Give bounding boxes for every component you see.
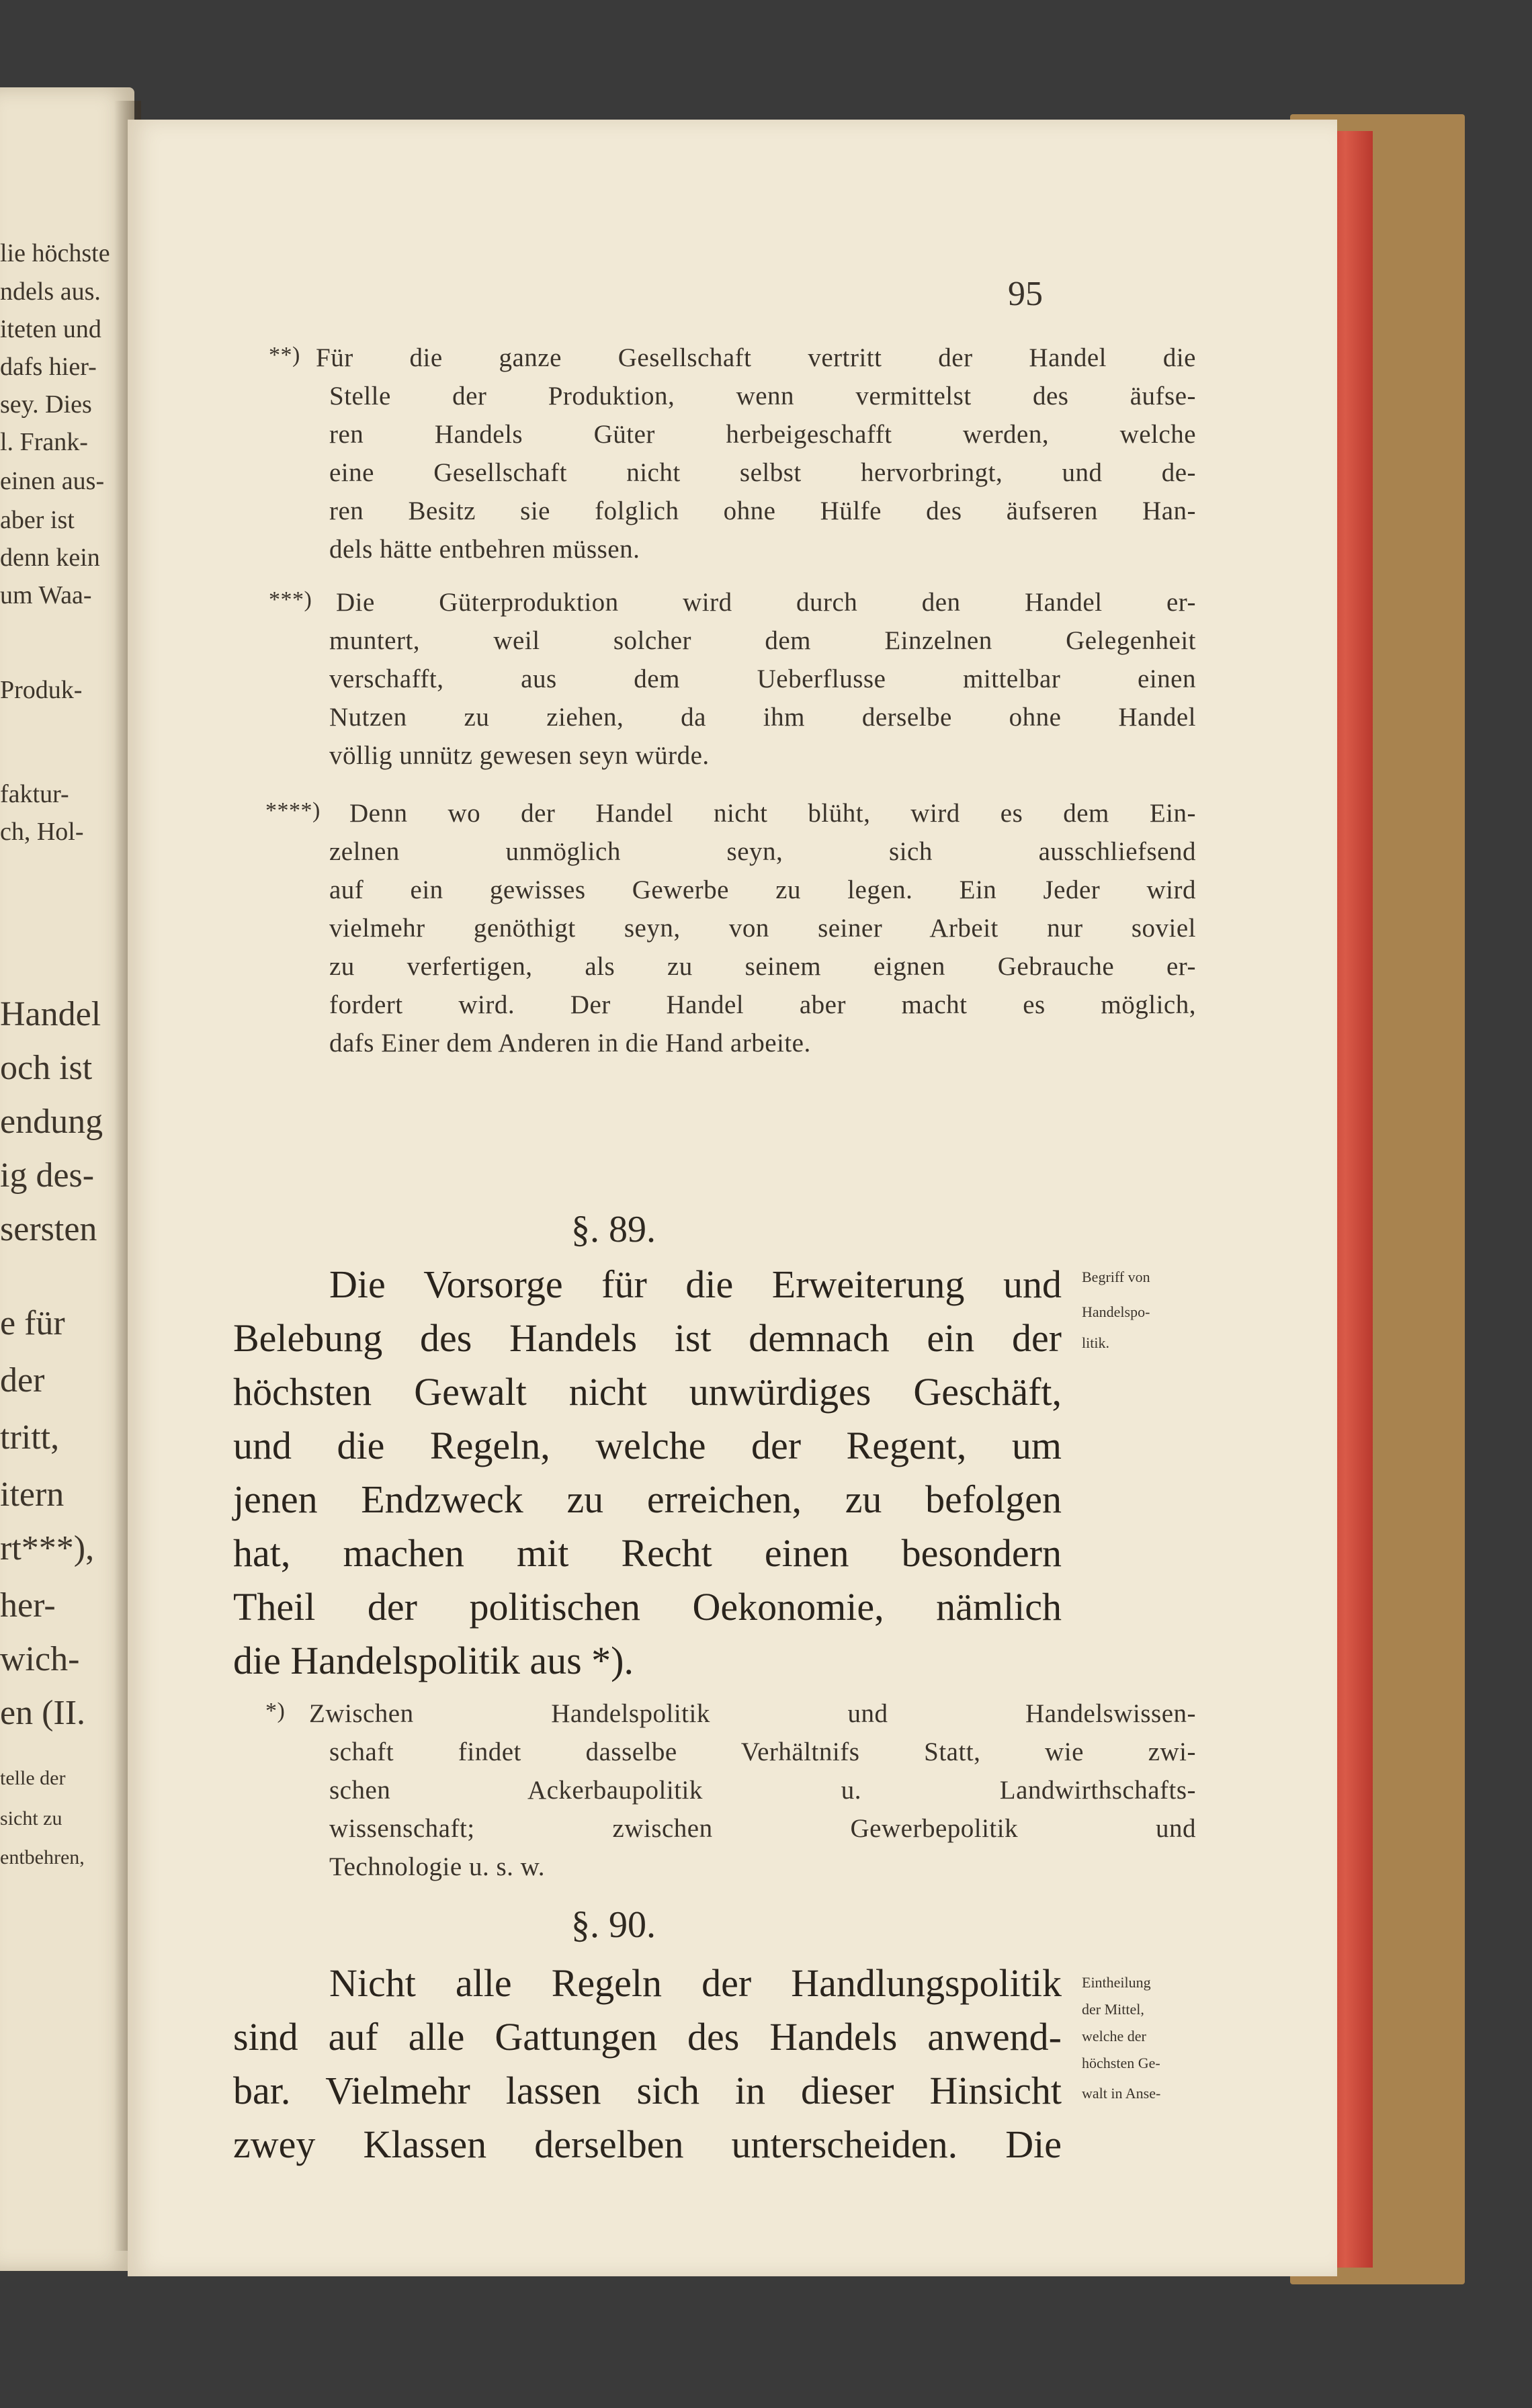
footnote-line: ren Handels Güter herbeigeschafft werden, welche: [329, 420, 1196, 449]
left-page-line: iteten und: [0, 315, 101, 343]
footnote-line: wissenschaft; zwischen Gewerbepolitik und: [329, 1814, 1196, 1843]
right-page: [128, 120, 1337, 2276]
margin-note-line: Handelspo-: [1082, 1303, 1150, 1320]
section-90-line: Nicht alle Regeln der Handlungspolitik: [329, 1961, 1062, 2005]
section-89-line: jenen Endzweck zu erreichen, zu befolgen: [233, 1477, 1062, 1521]
footnote-line: schen Ackerbaupolitik u. Landwirthschafts-: [329, 1776, 1196, 1805]
left-page-line: dafs hier-: [0, 353, 97, 381]
margin-note-line: Begriff von: [1082, 1268, 1150, 1285]
footnote-line: fordert wird. Der Handel aber macht es möglich,: [329, 990, 1196, 1019]
margin-note-line: walt in Anse-: [1082, 2085, 1161, 2102]
left-page-line: endung: [0, 1103, 103, 1141]
footnote-line: Für die ganze Gesellschaft vertritt der Handel die: [316, 343, 1196, 372]
page-number: 95: [1008, 275, 1043, 313]
left-page-line: tritt,: [0, 1418, 60, 1457]
left-page-line: lie höchste: [0, 239, 110, 267]
footnote-marker: **): [269, 343, 300, 368]
section-90-line: bar. Vielmehr lassen sich in dieser Hinsicht: [233, 2069, 1062, 2112]
margin-note-line: Eintheilung: [1082, 1974, 1151, 1991]
footnote-line: völlig unnütz gewesen seyn würde.: [329, 741, 710, 770]
footnote-line: verschafft, aus dem Ueberflusse mittelbar einen: [329, 664, 1196, 693]
left-page-line: der: [0, 1361, 45, 1400]
left-page-line: itern: [0, 1475, 65, 1514]
left-page-line: um Waa-: [0, 581, 92, 609]
margin-note-line: litik.: [1082, 1334, 1109, 1351]
section-89-heading: §. 89.: [571, 1209, 656, 1250]
left-page-line: och ist: [0, 1049, 93, 1087]
section-89-line: höchsten Gewalt nicht unwürdiges Geschäft,: [233, 1370, 1062, 1414]
left-page-line: sey. Dies: [0, 390, 92, 419]
left-page-line: Handel: [0, 995, 101, 1033]
section-90-heading: §. 90.: [571, 1904, 656, 1946]
left-page-line: denn kein: [0, 544, 100, 572]
left-page-line: rt***),: [0, 1529, 95, 1567]
section-89-line: Theil der politischen Oekonomie, nämlich: [233, 1585, 1062, 1629]
left-page-line: l. Frank-: [0, 428, 88, 456]
left-page-line: ch, Hol-: [0, 818, 84, 846]
left-page-line: aber ist: [0, 506, 75, 534]
section-90-line: zwey Klassen derselben unterscheiden. Die: [233, 2122, 1062, 2166]
margin-note-line: welche der: [1082, 2028, 1146, 2045]
section-89-line: die Handelspolitik aus *).: [233, 1639, 634, 1682]
left-page-line: ig des-: [0, 1156, 95, 1195]
footnote-line: zu verfertigen, als zu seinem eignen Gebrauche er-: [329, 952, 1196, 981]
left-page-line: faktur-: [0, 780, 69, 808]
left-page-line: Produk-: [0, 676, 83, 704]
left-page-line: ndels aus.: [0, 277, 101, 306]
footnote-line: Denn wo der Handel nicht blüht, wird es dem Ein-: [349, 799, 1196, 828]
footnote-line: dels hätte entbehren müssen.: [329, 535, 640, 564]
left-page-line: wich-: [0, 1640, 80, 1678]
section-89-line: hat, machen mit Recht einen besondern: [233, 1531, 1062, 1575]
footnote-line: Technologie u. s. w.: [329, 1852, 546, 1881]
footnote-line: schaft findet dasselbe Verhältnifs Statt, wie zwi-: [329, 1737, 1196, 1766]
section-90-line: sind auf alle Gattungen des Handels anwend-: [233, 2015, 1062, 2059]
left-page-line: sersten: [0, 1210, 97, 1248]
section-89-line: Belebung des Handels ist demnach ein der: [233, 1316, 1062, 1360]
margin-note-line: höchsten Ge-: [1082, 2055, 1160, 2071]
left-page-line: entbehren,: [0, 1846, 85, 1868]
left-page-line: en (II.: [0, 1694, 86, 1732]
footnote-line: muntert, weil solcher dem Einzelnen Gelegenheit: [329, 626, 1196, 655]
footnote-marker: *): [265, 1698, 286, 1723]
footnote-line: Stelle der Produktion, wenn vermittelst des äufse-: [329, 382, 1196, 411]
footnote-line: Nutzen zu ziehen, da ihm derselbe ohne Handel: [329, 703, 1196, 732]
footnote-line: eine Gesellschaft nicht selbst hervorbringt, und de-: [329, 458, 1196, 487]
footnote-marker: ***): [269, 587, 312, 612]
section-89-line: und die Regeln, welche der Regent, um: [233, 1424, 1062, 1467]
left-page-line: einen aus-: [0, 467, 105, 495]
footnote-line: Die Güterproduktion wird durch den Handel er-: [336, 588, 1196, 617]
footnote-line: dafs Einer dem Anderen in die Hand arbeite.: [329, 1029, 811, 1058]
left-page-line: e für: [0, 1304, 65, 1342]
footnote-line: zelnen unmöglich seyn, sich ausschliefsend: [329, 837, 1196, 866]
left-page-line: sicht zu: [0, 1807, 62, 1830]
section-89-line: Die Vorsorge für die Erweiterung und: [329, 1262, 1062, 1306]
footnote-line: auf ein gewisses Gewerbe zu legen. Ein Jeder wird: [329, 875, 1196, 904]
left-page-line: her-: [0, 1586, 56, 1625]
footnote-line: ren Besitz sie folglich ohne Hülfe des äufseren Han-: [329, 497, 1196, 525]
margin-note-line: der Mittel,: [1082, 2001, 1144, 2018]
footnote-marker: ****): [265, 798, 321, 823]
footnote-line: Zwischen Handelspolitik und Handelswissen-: [309, 1699, 1196, 1728]
footnote-line: vielmehr genöthigt seyn, von seiner Arbeit nur soviel: [329, 914, 1196, 943]
left-page-line: telle der: [0, 1767, 66, 1789]
